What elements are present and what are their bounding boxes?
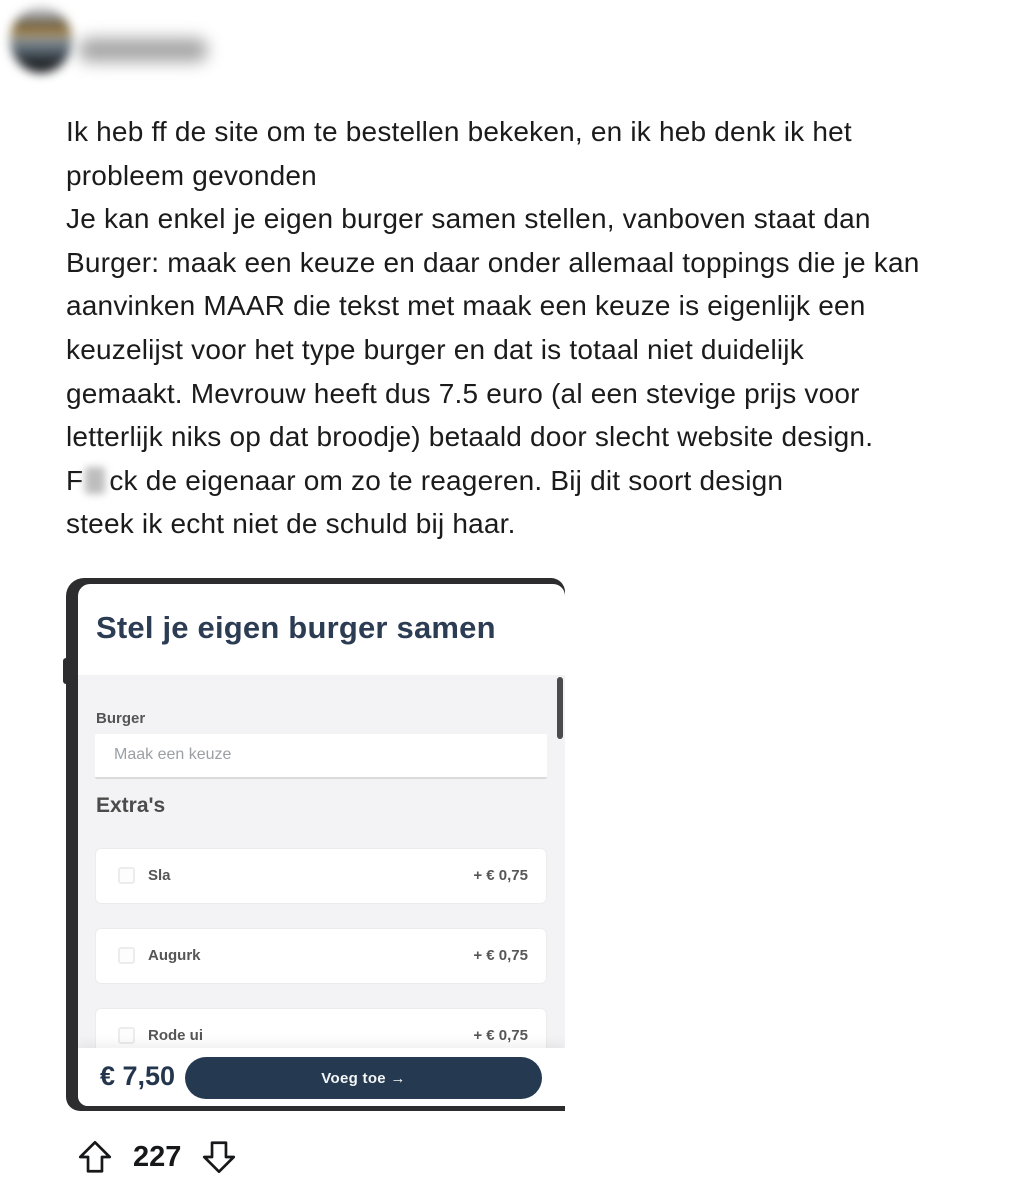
modal-title: Stel je eigen burger samen — [96, 610, 496, 645]
extra-price: + € 0,75 — [473, 1027, 528, 1044]
comment-line: aanvinken MAAR die tekst met maak een keuze is eigenlijk een — [66, 290, 866, 322]
extra-label: Sla — [148, 867, 171, 884]
comment-line: keuzelijst voor het type burger en dat is totaal niet duidelijk — [66, 333, 804, 365]
burger-select-dropdown[interactable] — [95, 734, 547, 779]
checkbox-icon[interactable] — [118, 947, 135, 964]
embedded-screenshot[interactable] — [66, 578, 565, 1111]
censor-blur-box — [85, 467, 105, 494]
extra-price: + € 0,75 — [473, 867, 528, 884]
checkbox-icon[interactable] — [118, 1027, 135, 1044]
checkbox-icon[interactable] — [118, 867, 135, 884]
comment-line: Je kan enkel je eigen burger samen stellen, vanboven staat dan — [66, 203, 871, 235]
comment-line-censored — [66, 459, 920, 503]
burger-builder-modal — [78, 584, 565, 1106]
add-to-cart-button[interactable]: Voeg toe → — [185, 1057, 542, 1099]
comment-line: Ik heb ff de site om te bestellen bekeken, en ik heb denk ik het — [66, 116, 852, 147]
username-blurred[interactable] — [78, 38, 208, 62]
extra-row-sla[interactable] — [95, 848, 547, 904]
burger-select-placeholder: Maak een keuze — [114, 746, 232, 763]
screenshot-frame-notch — [63, 658, 69, 684]
burger-select-label: Burger — [96, 710, 146, 727]
extra-price: + € 0,75 — [473, 947, 528, 964]
comment-line: letterlijk niks op dat broodje) betaald door slecht website design. — [66, 421, 874, 453]
upvote-icon[interactable] — [76, 1138, 114, 1176]
avatar[interactable] — [10, 7, 72, 73]
comment-line: Burger: maak een keuze en daar onder allemaal toppings die je kan — [66, 246, 920, 278]
vote-count: 227 — [133, 1140, 182, 1173]
downvote-icon[interactable] — [200, 1138, 238, 1176]
scrollbar[interactable] — [557, 677, 563, 739]
censored-word-prefix: F — [66, 464, 84, 496]
total-price: € 7,50 — [100, 1061, 176, 1091]
extra-row-augurk[interactable] — [95, 928, 547, 984]
comment-line: gemaakt. Mevrouw heeft dus 7.5 euro (al een stevige prijs voor — [66, 377, 860, 409]
comment-line: steek ik echt niet de schuld bij haar. — [66, 508, 516, 540]
comment-body — [66, 110, 920, 546]
extra-label: Augurk — [148, 947, 201, 964]
comment-line: probleem gevonden — [66, 159, 317, 191]
modal-footer — [78, 1048, 565, 1106]
extra-label: Rode ui — [148, 1027, 203, 1044]
censored-word-suffix: ck de eigenaar om zo te reageren. Bij dit soort design — [109, 464, 784, 496]
extras-heading: Extra's — [96, 794, 166, 817]
vote-bar — [76, 1138, 238, 1176]
